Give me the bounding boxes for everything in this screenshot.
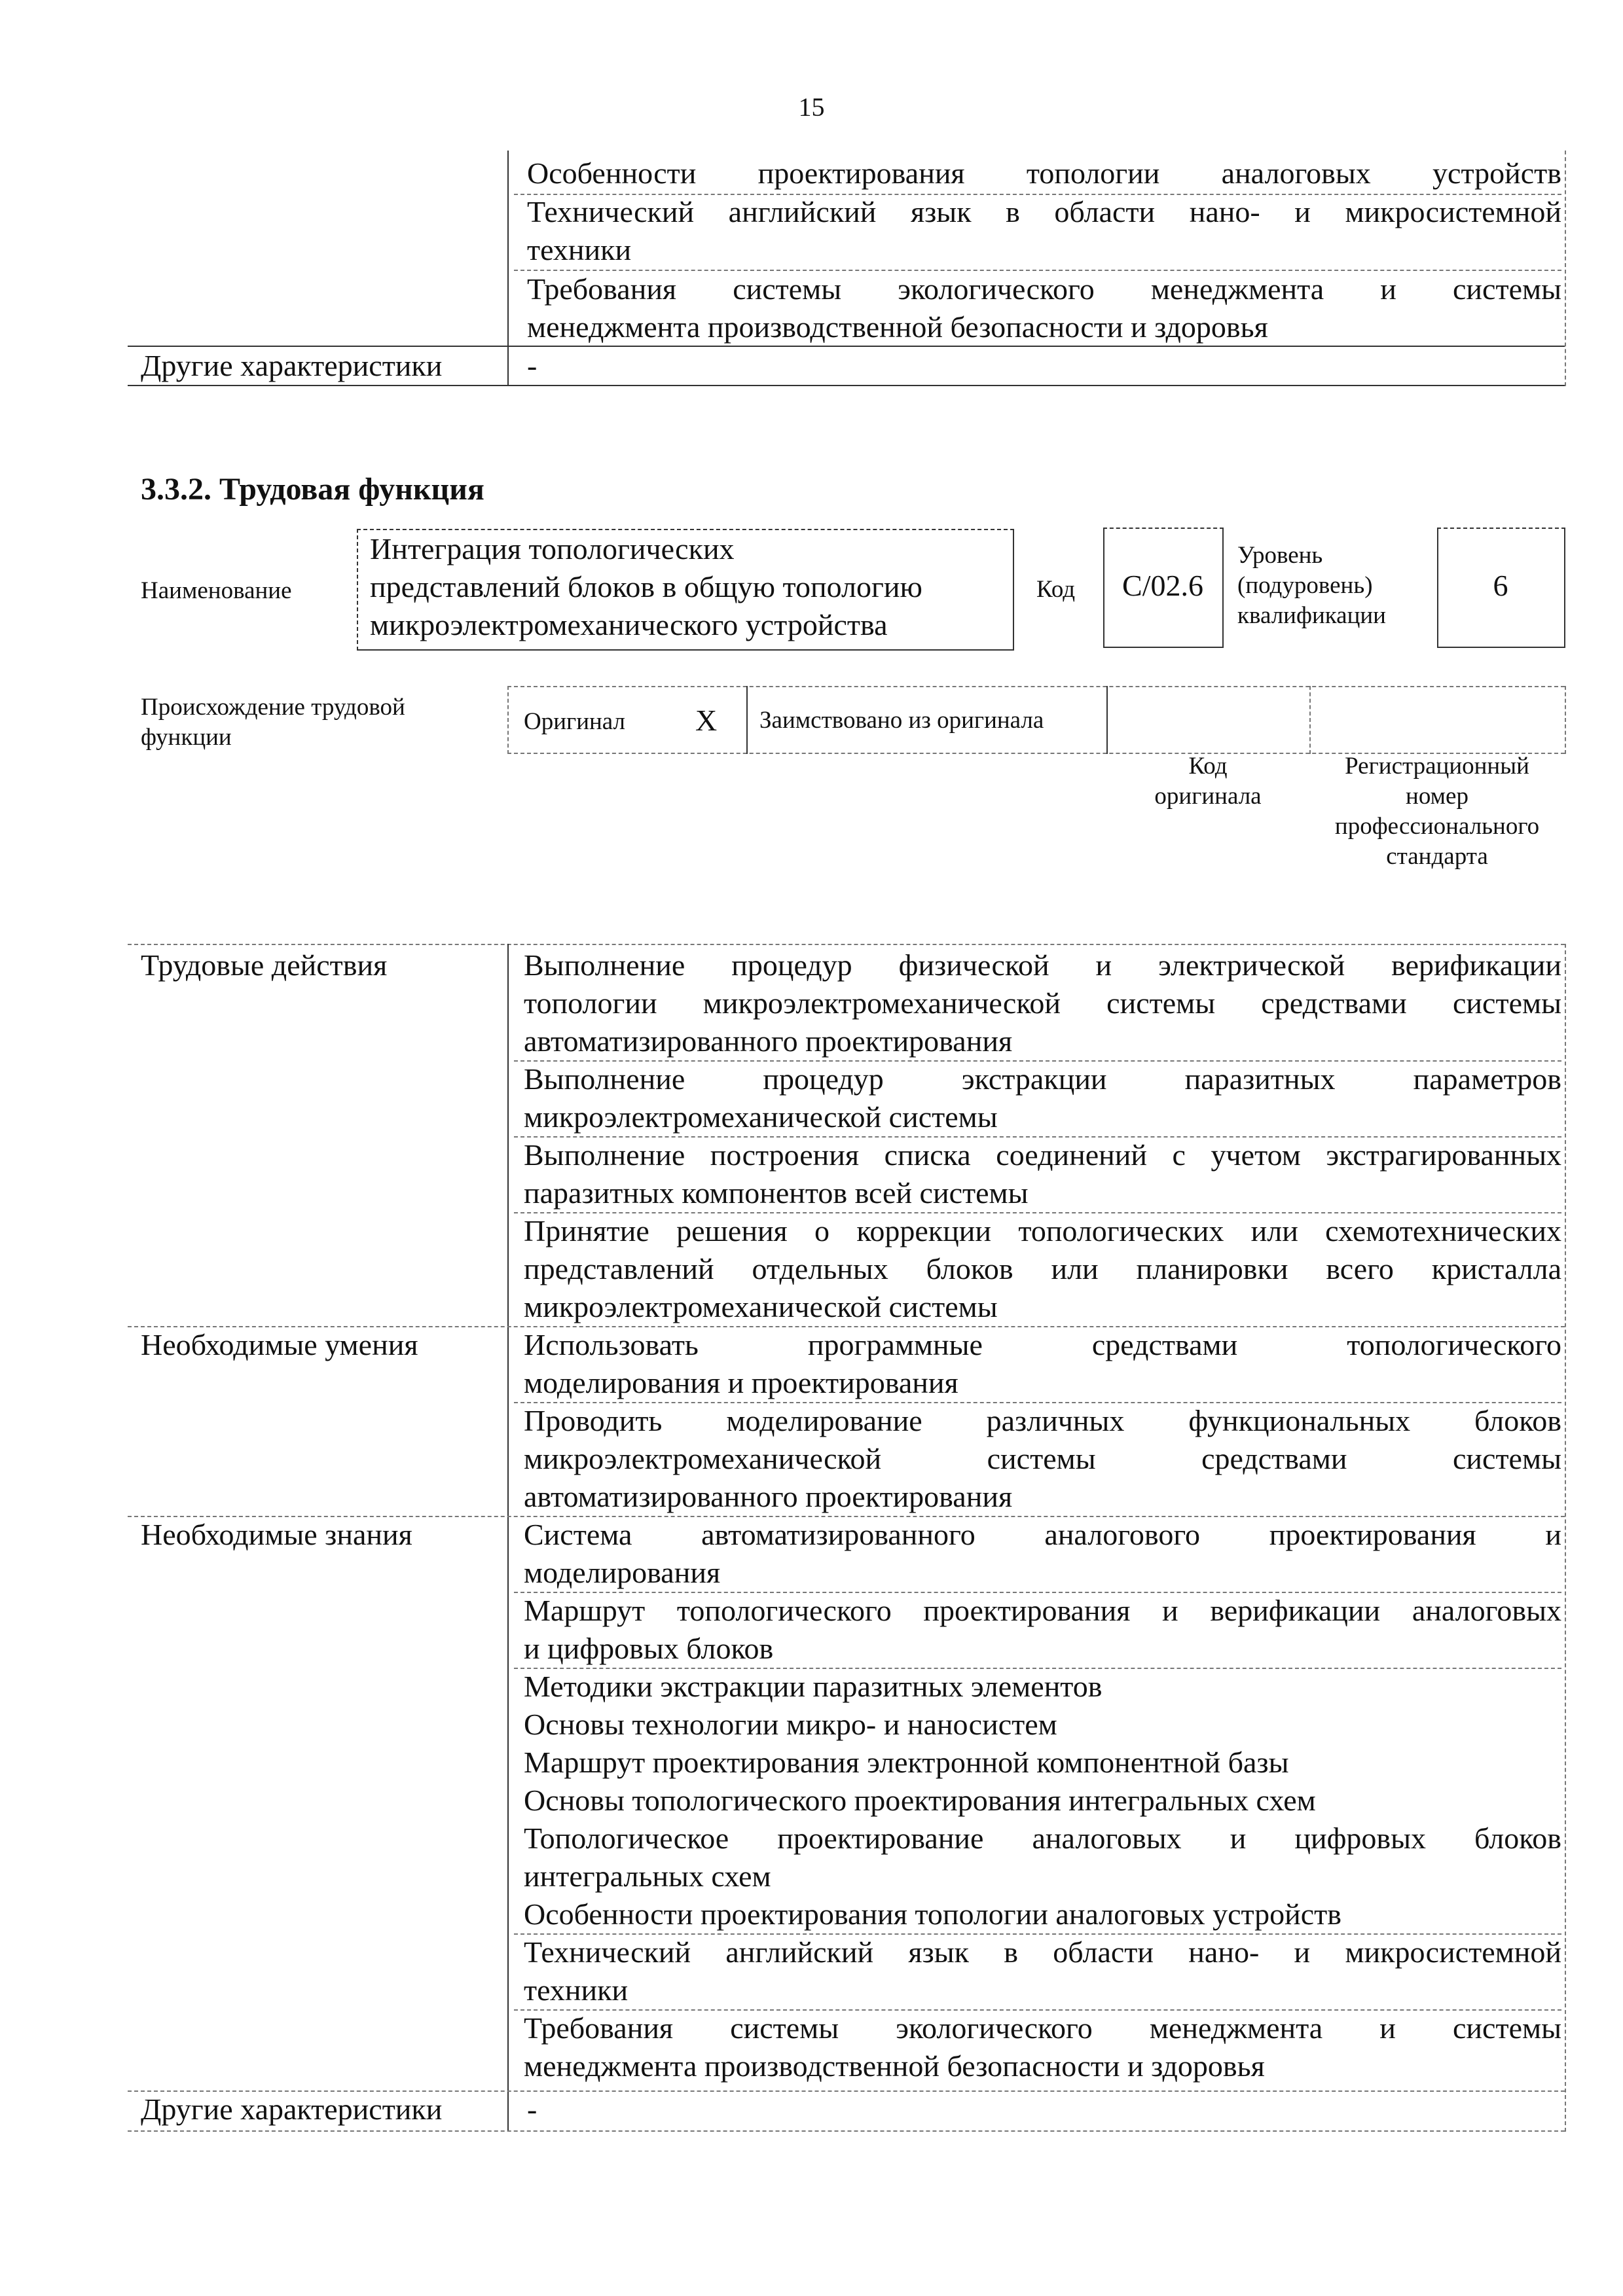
knowledge-line: Система автоматизированного аналогового проектирования и <box>524 1518 1561 1551</box>
level-value: 6 <box>1493 569 1508 602</box>
knowledge-line: интегральных схем <box>524 1859 771 1893</box>
code-value: C/02.6 <box>1122 569 1203 602</box>
skill-line: микроэлектромеханической системы средствами системы <box>524 1442 1561 1475</box>
action-line: паразитных компонентов всей системы <box>524 1176 1029 1210</box>
name-line: микроэлектромеханического устройства <box>370 608 888 641</box>
knowledge-line: Особенности проектирования топологии аналоговых устройств <box>524 1897 1342 1931</box>
table-cell-line: Особенности проектирования топологии аналоговых устройств <box>527 156 1561 190</box>
level-label-line: квалификации <box>1237 602 1386 629</box>
other-characteristics-label: Другие характеристики <box>141 349 443 382</box>
action-line: представлений отдельных блоков или планировки всего кристалла <box>524 1252 1561 1285</box>
origin-divider <box>1309 686 1311 754</box>
knowledge-line: менеджмента производственной безопасности и здоровья <box>524 2049 1265 2083</box>
action-line: Выполнение построения списка соединений с учетом экстрагированных <box>524 1138 1561 1172</box>
skill-line: автоматизированного проектирования <box>524 1480 1013 1513</box>
knowledge-line: Основы технологии микро- и наносистем <box>524 1708 1057 1741</box>
row-divider <box>128 385 1565 386</box>
table-border <box>1565 151 1566 386</box>
code-original-caption: Код <box>1188 753 1228 780</box>
action-line: микроэлектромеханической системы <box>524 1290 998 1323</box>
knowledge-line: Технический английский язык в области нано- и микросистемной <box>524 1935 1561 1969</box>
knowledge-line: Методики экстракции паразитных элементов <box>524 1670 1103 1703</box>
knowledge-line: Топологическое проектирование аналоговых и цифровых блоков <box>524 1821 1561 1855</box>
table-border-top <box>128 944 1565 945</box>
action-line: топологии микроэлектромеханической системы средствами системы <box>524 986 1561 1020</box>
skill-line: моделирования и проектирования <box>524 1366 958 1399</box>
action-line: Выполнение процедур экстракции паразитных параметров <box>524 1062 1561 1096</box>
knowledge-line: моделирования <box>524 1556 721 1589</box>
table-border-bottom <box>128 2130 1565 2132</box>
knowledge-line: Маршрут топологического проектирования и верификации аналоговых <box>524 1594 1561 1627</box>
borrowed-label: Заимствовано из оригинала <box>759 707 1044 734</box>
knowledge-line: Основы топологического проектирования интегральных схем <box>524 1784 1316 1817</box>
name-label: Наименование <box>141 577 292 604</box>
name-line: Интеграция топологических <box>370 532 735 565</box>
section-title: 3.3.2. Трудовая функция <box>141 472 484 507</box>
skill-line: Использовать программные средствами топологического <box>524 1328 1561 1361</box>
original-label: Оригинал <box>524 708 626 735</box>
other-characteristics-value: - <box>527 349 538 382</box>
level-label-line: (подуровень) <box>1237 572 1373 599</box>
knowledge-line: техники <box>524 1973 629 2007</box>
reg-number-caption: Регистрационный <box>1345 753 1529 780</box>
table-cell-line: Требования системы экологического менеджмента и системы <box>527 272 1561 306</box>
origin-divider <box>1106 686 1108 754</box>
reg-number-caption: профессионального <box>1334 813 1540 840</box>
code-label: Код <box>1036 576 1076 603</box>
action-line: Принятие решения о коррекции топологических или схемотехнических <box>524 1214 1561 1247</box>
other-characteristics-value: - <box>527 2092 538 2126</box>
skill-line: Проводить моделирование различных функциональных блоков <box>524 1404 1561 1437</box>
reg-number-caption: номер <box>1406 783 1468 810</box>
knowledge-line: и цифровых блоков <box>524 1632 774 1665</box>
other-characteristics-label: Другие характеристики <box>141 2092 443 2126</box>
knowledge-line: Маршрут проектирования электронной компонентной базы <box>524 1746 1289 1779</box>
origin-divider <box>746 686 748 754</box>
table-divider <box>507 151 509 386</box>
action-line: микроэлектромеханической системы <box>524 1100 998 1134</box>
level-label-line: Уровень <box>1237 542 1323 569</box>
skills-label: Необходимые умения <box>141 1328 418 1361</box>
action-line: Выполнение процедур физической и электрической верификации <box>524 948 1561 982</box>
actions-label: Трудовые действия <box>141 948 388 982</box>
origin-border-right <box>1565 686 1566 754</box>
code-original-caption: оригинала <box>1154 783 1262 810</box>
table-divider <box>507 944 509 2132</box>
origin-label-line: Происхождение трудовой <box>141 694 405 721</box>
origin-border-top <box>507 686 1565 687</box>
table-border-right <box>1565 944 1566 2132</box>
original-mark: X <box>695 704 718 737</box>
name-line: представлений блоков в общую топологию <box>370 570 922 603</box>
knowledge-line: Требования системы экологического менеджмента и системы <box>524 2011 1561 2045</box>
knowledge-label: Необходимые знания <box>141 1518 412 1551</box>
origin-label-line: функции <box>141 724 232 751</box>
action-line: автоматизированного проектирования <box>524 1024 1013 1058</box>
table-cell-line: менеджмента производственной безопасности и здоровья <box>527 310 1268 344</box>
reg-number-caption: стандарта <box>1386 843 1488 870</box>
origin-border-left <box>507 686 509 754</box>
table-cell-line: Технический английский язык в области нано- и микросистемной <box>527 195 1561 228</box>
page-number: 15 <box>798 92 825 122</box>
table-cell-line: техники <box>527 233 632 266</box>
